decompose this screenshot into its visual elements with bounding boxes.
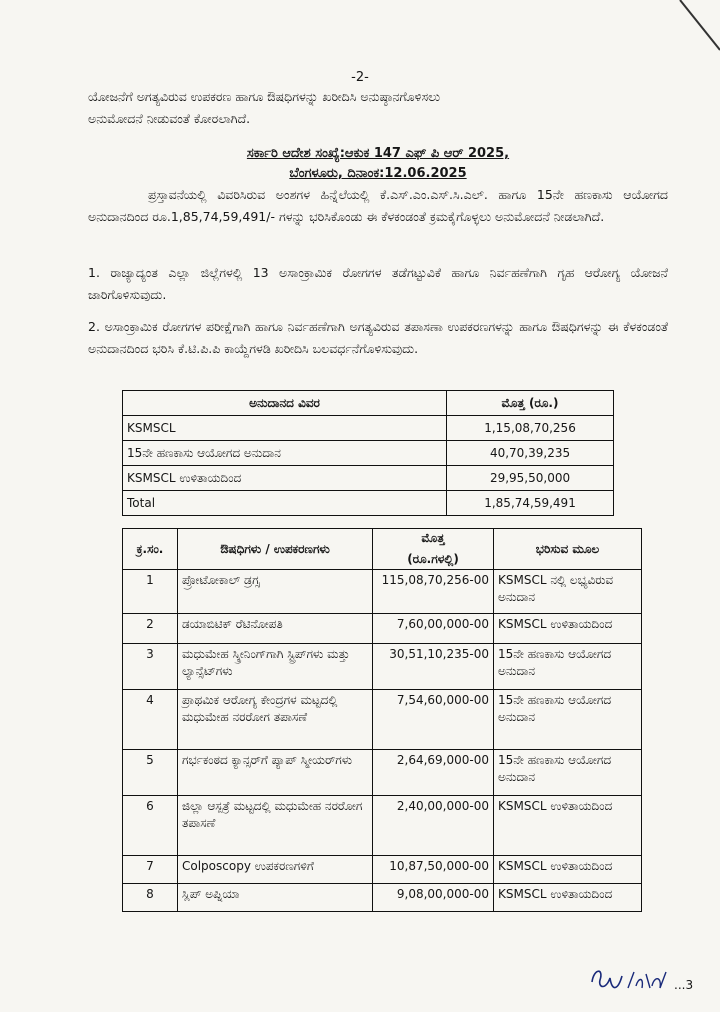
intro-line-2: ಅನುಮೋದನೆ ನೀಡುವಂತೆ ಕೋರಲಾಗಿದೆ. <box>88 111 251 126</box>
item-serial: 3 <box>123 644 178 690</box>
item-source: 15ನೇ ಹಣಕಾಸು ಆಯೋಗದ ಅನುದಾನ <box>494 750 642 796</box>
grant-source: 15ನೇ ಹಣಕಾಸು ಆಯೋಗದ ಅನುದಾನ <box>123 441 447 466</box>
table-row <box>123 441 614 466</box>
item-serial: 2 <box>123 614 178 644</box>
grant-amount: 1,15,08,70,256 <box>447 416 614 441</box>
continued-page-note: ...3 <box>674 978 694 992</box>
item-name: ಪ್ರೋಟೋಕಾಲ್ ಡ್ರಗ್ಸ <box>178 570 373 614</box>
item-source: KSMSCL ಉಳಿತಾಯದಿಂದ <box>494 796 642 856</box>
item-serial: 8 <box>123 884 178 912</box>
item-serial: 7 <box>123 856 178 884</box>
item-source: KSMSCL ನಲ್ಲಿ ಲಭ್ಯವಿರುವ ಅನುದಾನ <box>494 570 642 614</box>
table-row <box>123 491 614 516</box>
page-number: -2- <box>351 70 369 85</box>
item-name: ಡಯಾಬಿಟಿಕ್ ರೆಟಿನೋಪತಿ <box>178 614 373 644</box>
item-serial: 5 <box>123 750 178 796</box>
grant-header-source: ಅನುದಾನದ ವಿವರ <box>123 391 447 416</box>
item-name: ಸ್ಲಿಪ್ ಅಪ್ನಿಯಾ <box>178 884 373 912</box>
item-source: KSMSCL ಉಳಿತಾಯದಿಂದ <box>494 614 642 644</box>
item-total: 115,08,70,256-00 <box>373 570 494 614</box>
page-corner-shadow <box>660 0 720 60</box>
items-table-header <box>123 529 642 570</box>
item-name: ಗರ್ಭಕಂಠದ ಕ್ಯಾನ್ಸರ್‌ಗೆ ಪ್ಯಾಪ್ ಸ್ಮೀಯರ್‌ಗಳು <box>178 750 373 796</box>
paragraph-point-1: 1. ರಾಜ್ಯಾದ್ಯಂತ ಎಲ್ಲಾ ಜಿಲ್ಲೆಗಳಲ್ಲಿ 13 ಅಸಾಂಕ್ರಾಮಿಕ ರೋಗಗಳ ತಡೆಗಟ್ಟುವಿಕೆ ಹಾಗೂ ನಿರ್ವಹಣೆಗಾಗಿ ಗೃಹ ಆರೋಗ್ಯ ಯೋಜನೆ ಜಾರಿಗೊಳಿಸುವುದು. <box>88 265 668 302</box>
order-number: ಸರ್ಕಾರಿ ಆದೇಶ ಸಂಖ್ಯೆ:ಆಕುಕ 147 ಎಫ್ ಪಿ ಆರ್ 2025, <box>246 146 510 161</box>
grant-amount: 29,95,50,000 <box>447 466 614 491</box>
item-total: 30,51,10,235-00 <box>373 644 494 690</box>
item-total: 2,64,69,000-00 <box>373 750 494 796</box>
grant-source: Total <box>123 491 447 516</box>
item-serial: 4 <box>123 690 178 750</box>
items-header-source: ಭರಿಸುವ ಮೂಲ <box>494 529 642 570</box>
grant-table <box>122 390 614 516</box>
table-row <box>123 570 642 614</box>
table-row <box>123 796 642 856</box>
item-name: Colposcopy ಉಪಕರಣಗಳಿಗೆ <box>178 856 373 884</box>
grant-source: KSMSCL <box>123 416 447 441</box>
table-row <box>123 750 642 796</box>
table-row <box>123 856 642 884</box>
item-source: 15ನೇ ಹಣಕಾಸು ಆಯೋಗದ ಅನುದಾನ <box>494 690 642 750</box>
grant-source: KSMSCL ಉಳಿತಾಯದಿಂದ <box>123 466 447 491</box>
item-name: ಮಧುಮೇಹ ಸ್ಕ್ರೀನಿಂಗ್‌ಗಾಗಿ ಸ್ಟ್ರಿಪ್‌ಗಳು ಮತ್ತು ಲ್ಯಾನ್ಸೆಟ್‌ಗಳು <box>178 644 373 690</box>
intro-line-1: ಯೋಜನೆಗೆ ಅಗತ್ಯವಿರುವ ಉಪಕರಣ ಹಾಗೂ ಔಷಧಿಗಳನ್ನು ಖರೀದಿಸಿ ಅನುಷ್ಠಾನಗೊಳಿಸಲು <box>88 89 441 104</box>
item-source: KSMSCL ಉಳಿತಾಯದಿಂದ <box>494 884 642 912</box>
table-row <box>123 614 642 644</box>
item-name: ಪ್ರಾಥಮಿಕ ಆರೋಗ್ಯ ಕೇಂದ್ರಗಳ ಮಟ್ಟದಲ್ಲಿ ಮಧುಮೇಹ ನರರೋಗ ತಪಾಸಣೆ <box>178 690 373 750</box>
items-table <box>122 528 642 912</box>
items-header-total-label: ಮೊತ್ತ <box>421 531 445 545</box>
main-paragraph: ಪ್ರಸ್ತಾವನೆಯಲ್ಲಿ ವಿವರಿಸಿರುವ ಅಂಶಗಳ ಹಿನ್ನೆಲೆಯಲ್ಲಿ ಕೆ.ಎಸ್.ಎಂ.ಎಸ್.ಸಿ.ಎಲ್. ಹಾಗೂ 15ನೇ ಹಣಕಾಸು ಆಯೋಗದ ಅನುದಾನದಿಂದ ರೂ.1,85,74,59,491/- ಗಳನ್ನು ಭರಿಸಿಕೊಂಡು ಈ ಕೆಳಕಂಡಂತೆ ಕ್ರಮಕೈಗೊಳ್ಳಲು ಅನುಮೋದನೆ ನೀಡಲಾಗಿದೆ. <box>88 187 668 224</box>
item-total: 9,08,00,000-00 <box>373 884 494 912</box>
item-total: 10,87,50,000-00 <box>373 856 494 884</box>
grant-header-amount: ಮೊತ್ತ (ರೂ.) <box>447 391 614 416</box>
grant-table-header <box>123 391 614 416</box>
item-total: 7,54,60,000-00 <box>373 690 494 750</box>
item-total: 7,60,00,000-00 <box>373 614 494 644</box>
items-header-serial: ಕ್ರ.ಸಂ. <box>123 529 178 570</box>
table-row <box>123 884 642 912</box>
items-header-unit: (ರೂ.ಗಳಲ್ಲಿ) <box>407 552 459 566</box>
table-row <box>123 466 614 491</box>
table-row <box>123 690 642 750</box>
item-name: ಜಿಲ್ಲಾ ಆಸ್ಪತ್ರೆ ಮಟ್ಟದಲ್ಲಿ ಮಧುಮೇಹ ನರರೋಗ ತಪಾಸಣೆ <box>178 796 373 856</box>
handwritten-signature <box>588 962 688 998</box>
table-row <box>123 644 642 690</box>
items-header-item: ಔಷಧಿಗಳು / ಉಪಕರಣಗಳು <box>178 529 373 570</box>
grant-amount: 1,85,74,59,491 <box>447 491 614 516</box>
order-place-date: ಬೆಂಗಳೂರು, ದಿನಾಂಕ:12.06.2025 <box>289 166 467 181</box>
intro-paragraph <box>88 86 668 130</box>
paragraph-point-2: 2. ಅಸಾಂಕ್ರಾಮಿಕ ರೋಗಗಳ ಪರೀಕ್ಷೆಗಾಗಿ ಹಾಗೂ ನಿರ್ವಹಣೆಗಾಗಿ ಅಗತ್ಯವಿರುವ ತಪಾಸಣಾ ಉಪಕರಣಗಳನ್ನು ಹಾಗೂ ಔಷಧಿಗಳನ್ನು ಈ ಕೆಳಕಂಡಂತೆ ಅನುದಾನದಿಂದ ಭರಿಸಿ ಕೆ.ಟಿ.ಪಿ.ಪಿ ಕಾಯ್ದೆಗಳಡಿ ಖರೀದಿಸಿ ಬಲವರ್ಧನೆಗೊಳಿಸುವುದು. <box>88 319 668 356</box>
items-header-total <box>373 529 494 570</box>
grant-amount: 40,70,39,235 <box>447 441 614 466</box>
item-source: KSMSCL ಉಳಿತಾಯದಿಂದ <box>494 856 642 884</box>
table-row <box>123 416 614 441</box>
item-serial: 6 <box>123 796 178 856</box>
item-serial: 1 <box>123 570 178 614</box>
item-total: 2,40,00,000-00 <box>373 796 494 856</box>
item-source: 15ನೇ ಹಣಕಾಸು ಆಯೋಗದ ಅನುದಾನ <box>494 644 642 690</box>
